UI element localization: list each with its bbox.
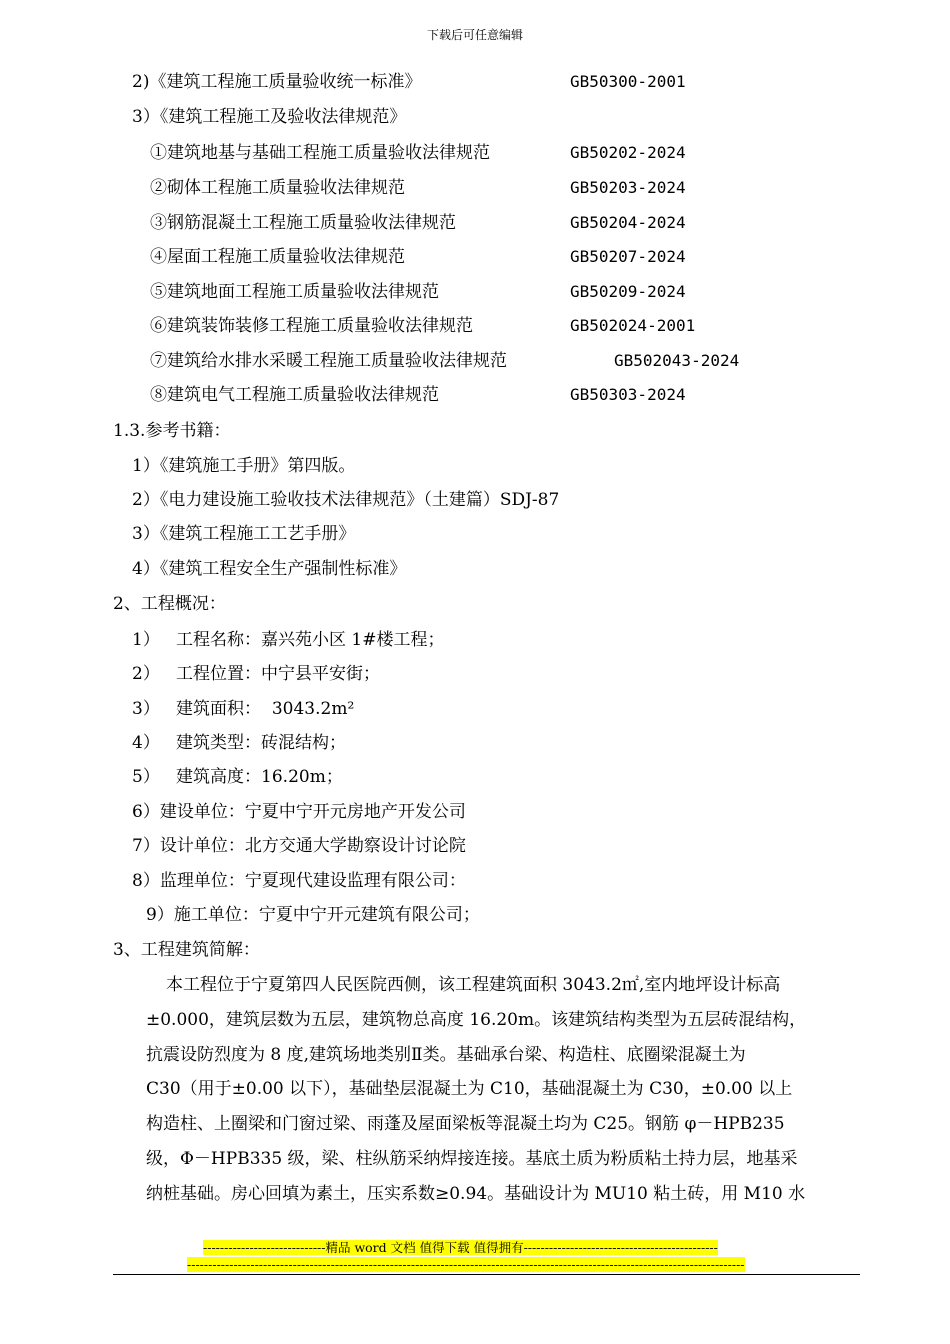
reference-item: 3）《建筑工程施工工艺手册》 (132, 524, 356, 544)
reference-item: 4）《建筑工程安全生产强制性标准》 (132, 559, 407, 579)
standard-label: ⑦建筑给水排水采暖工程施工质量验收法律规范 (150, 351, 507, 371)
standard-code: GB50203-2024 (570, 178, 686, 197)
paragraph-line: 纳桩基础。房心回填为素土，压实系数≥0.94。基础设计为 MU10 粘土砖，用 M10 水 (146, 1183, 806, 1204)
section-heading: 1.3.参考书籍： (113, 421, 231, 441)
paragraph-line: 抗震设防烈度为 8 度,建筑场地类别Ⅱ类。基础承台梁、构造柱、底圈梁混凝土为 (146, 1044, 746, 1065)
overview-item: 2） 工程位置：中宁县平安街； (132, 664, 381, 684)
paragraph-line: ±0.000，建筑层数为五层，建筑物总高度 16.20m。该建筑结构类型为五层砖混结构， (146, 1009, 807, 1030)
reference-item: 2）《电力建设施工验收技术法律规范》（土建篇）SDJ-87 (132, 490, 560, 510)
standard-code: GB50303-2024 (570, 385, 686, 404)
overview-item: 4） 建筑类型：砖混结构； (132, 733, 347, 753)
standard-label: ②砌体工程施工质量验收法律规范 (150, 178, 405, 198)
standard-code: GB50209-2024 (570, 282, 686, 301)
overview-item: 8）监理单位：宁夏现代建设监理有限公司： (132, 871, 466, 891)
footer-banner: -----------------------------精品 word 文档 值得下载 值得拥有---------------------------------------------- (203, 1240, 718, 1255)
standard-label: ⑥建筑装饰装修工程施工质量验收法律规范 (150, 316, 473, 336)
footer-rule (113, 1274, 860, 1275)
standard-code: GB502024-2001 (570, 316, 696, 335)
overview-item: 3） 建筑面积： 3043.2m² (132, 699, 355, 719)
header-note: 下载后可任意编辑 (426, 28, 523, 42)
standard-code: GB50207-2024 (570, 247, 686, 266)
overview-item: 7）设计单位：北方交通大学勘察设计讨论院 (132, 836, 466, 856)
overview-item: 9）施工单位：宁夏中宁开元建筑有限公司； (146, 905, 480, 925)
standard-code: GB50300-2001 (570, 72, 686, 91)
standard-label: ④屋面工程施工质量验收法律规范 (150, 247, 405, 267)
overview-item: 5） 建筑高度：16.20m； (132, 767, 343, 787)
standard-label: ⑧建筑电气工程施工质量验收法律规范 (150, 385, 439, 405)
paragraph-line: C30（用于±0.00 以下），基础垫层混凝土为 C10，基础混凝土为 C30，±0.00 以上 (146, 1079, 793, 1100)
standard-code: GB50202-2024 (570, 143, 686, 162)
section-heading: 2、工程概况： (113, 594, 226, 614)
standard-label: ⑤建筑地面工程施工质量验收法律规范 (150, 282, 439, 302)
standard-label: ③钢筋混凝土工程施工质量验收法律规范 (150, 213, 456, 233)
brief-paragraph (146, 968, 862, 1212)
standard-label: ①建筑地基与基础工程施工质量验收法律规范 (150, 143, 490, 163)
standard-code: GB50204-2024 (570, 213, 686, 232)
paragraph-line: 级，Φ－HPB335 级，梁、柱纵筋采纳焊接连接。基底土质为粉质粘土持力层，地基采 (146, 1148, 798, 1169)
standard-code: GB502043-2024 (614, 351, 740, 370)
paragraph-line: 本工程位于宁夏第四人民医院西侧，该工程建筑面积 3043.2㎡,室内地坪设计标高 (166, 975, 781, 995)
section-heading: 3、工程建筑简解： (113, 940, 260, 960)
paragraph-line: 构造柱、上圈梁和门窗过梁、雨蓬及屋面梁板等混凝土均为 C25。钢筋 φ－HPB235 (146, 1114, 785, 1135)
standard-label: 3）《建筑工程施工及验收法律规范》 (132, 107, 407, 127)
standard-label: 2)《建筑工程施工质量验收统一标准》 (132, 72, 422, 92)
footer-banner-dashes: ------------------------------------------------------------------------------------------------------------------------------------ (187, 1257, 745, 1272)
reference-item: 1）《建筑施工手册》第四版。 (132, 456, 356, 476)
overview-item: 1） 工程名称：嘉兴苑小区 1#楼工程； (132, 630, 445, 650)
overview-item: 6）建设单位：宁夏中宁开元房地产开发公司 (132, 802, 466, 822)
